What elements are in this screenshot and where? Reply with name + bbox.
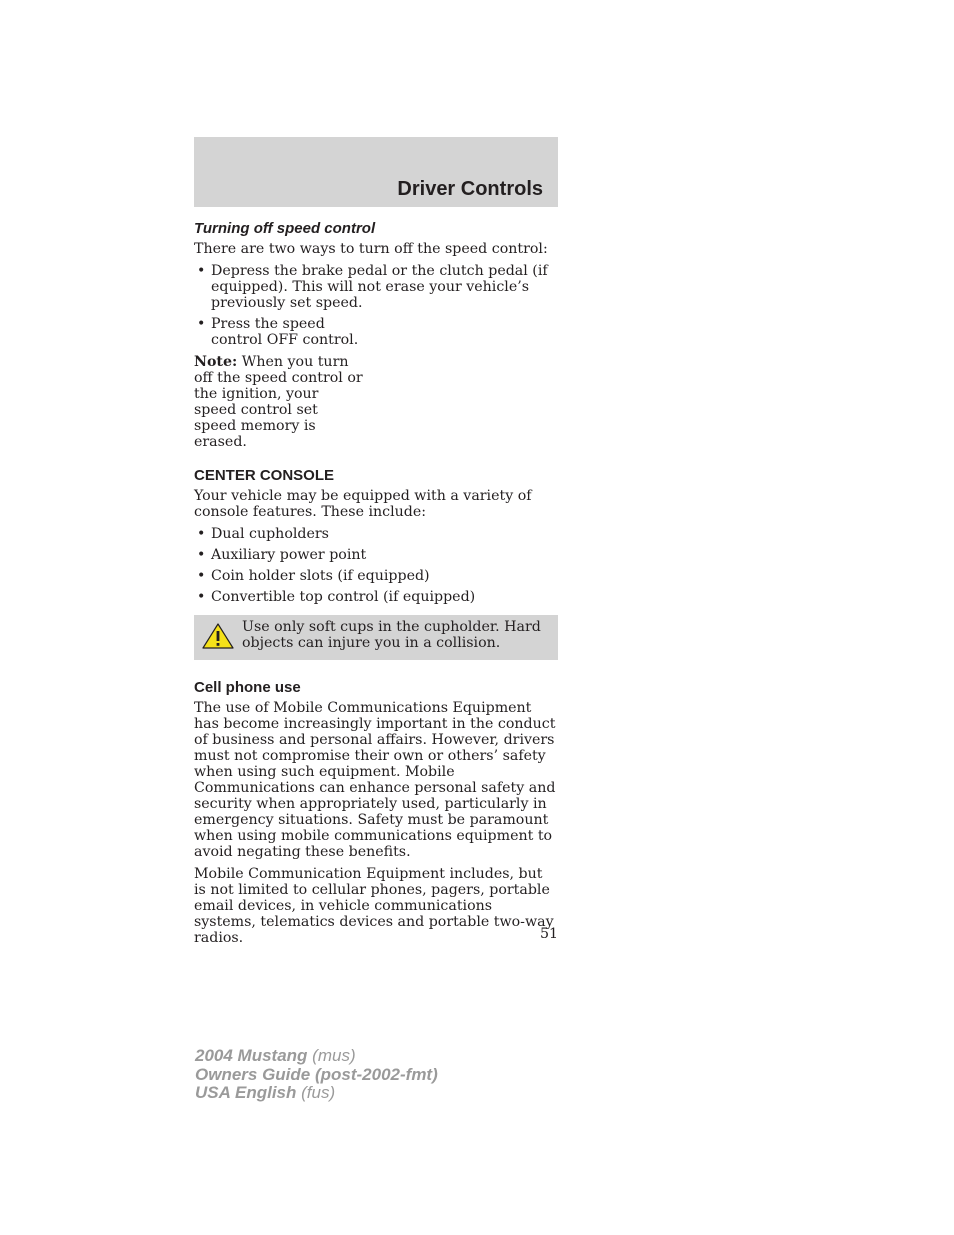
speed-control-off-section xyxy=(194,316,558,456)
cell-phone-paragraph-1: The use of Mobile Communications Equipment has become increasingly important in the conduct of business and personal affairs. However, drivers must not compromise their own or others’ safety when using such equipment. Mobile Communications can enhance personal safety and security when appropriately used, particularly in emergency situations. Safety must be paramount when using mobile communications equipment to avoid negating these benefits. xyxy=(194,700,556,860)
speed-control-off-text xyxy=(194,316,364,456)
list-item: • Coin holder slots (if equipped) xyxy=(194,568,558,584)
center-console-heading: CENTER CONSOLE xyxy=(194,467,335,484)
note-label: Note: xyxy=(194,354,238,370)
speed-control-switch-illustration xyxy=(364,316,558,434)
list-item: • Auxiliary power point xyxy=(194,547,558,563)
warning-box xyxy=(194,615,558,660)
note-text: When you turn off the speed control or the ignition, your speed control set speed memory is erased. xyxy=(194,354,363,450)
section-header xyxy=(194,137,558,207)
page-number: 51 xyxy=(539,926,558,942)
list-item: • Depress the brake pedal or the clutch pedal (if equipped). This will not erase your vehicle’s previously set speed. xyxy=(194,263,558,311)
list-item: • Press the speed control OFF control. xyxy=(194,316,364,348)
center-console-intro: Your vehicle may be equipped with a variety of console features. These include: xyxy=(194,488,532,520)
speed-control-intro: There are two ways to turn off the speed control: xyxy=(194,241,548,257)
speed-control-list xyxy=(194,263,558,311)
section-title: Driver Controls xyxy=(397,178,543,200)
center-console-list xyxy=(194,526,558,605)
list-item: • Convertible top control (if equipped) xyxy=(194,589,558,605)
speed-control-heading: Turning off speed control xyxy=(194,220,376,237)
note xyxy=(194,354,364,450)
footer-line-3: USA English (fus) xyxy=(195,1083,336,1102)
footer-line-1: 2004 Mustang (mus) xyxy=(195,1046,356,1065)
footer-line-2: Owners Guide (post-2002-fmt) xyxy=(195,1064,438,1084)
warning-text: Use only soft cups in the cupholder. Hard objects can injure you in a collision. xyxy=(242,619,541,651)
page-content xyxy=(194,219,558,952)
document-footer xyxy=(195,1047,438,1103)
list-item: • Dual cupholders xyxy=(194,526,558,542)
cell-phone-paragraph-2: Mobile Communication Equipment includes, but is not limited to cellular phones, pagers, portable email devices, in vehicle communications systems, telematics devices and portable two-way radios. xyxy=(194,866,554,946)
warning-triangle-icon xyxy=(194,619,242,663)
speed-control-illustration xyxy=(364,316,558,434)
cell-phone-heading: Cell phone use xyxy=(194,679,301,696)
